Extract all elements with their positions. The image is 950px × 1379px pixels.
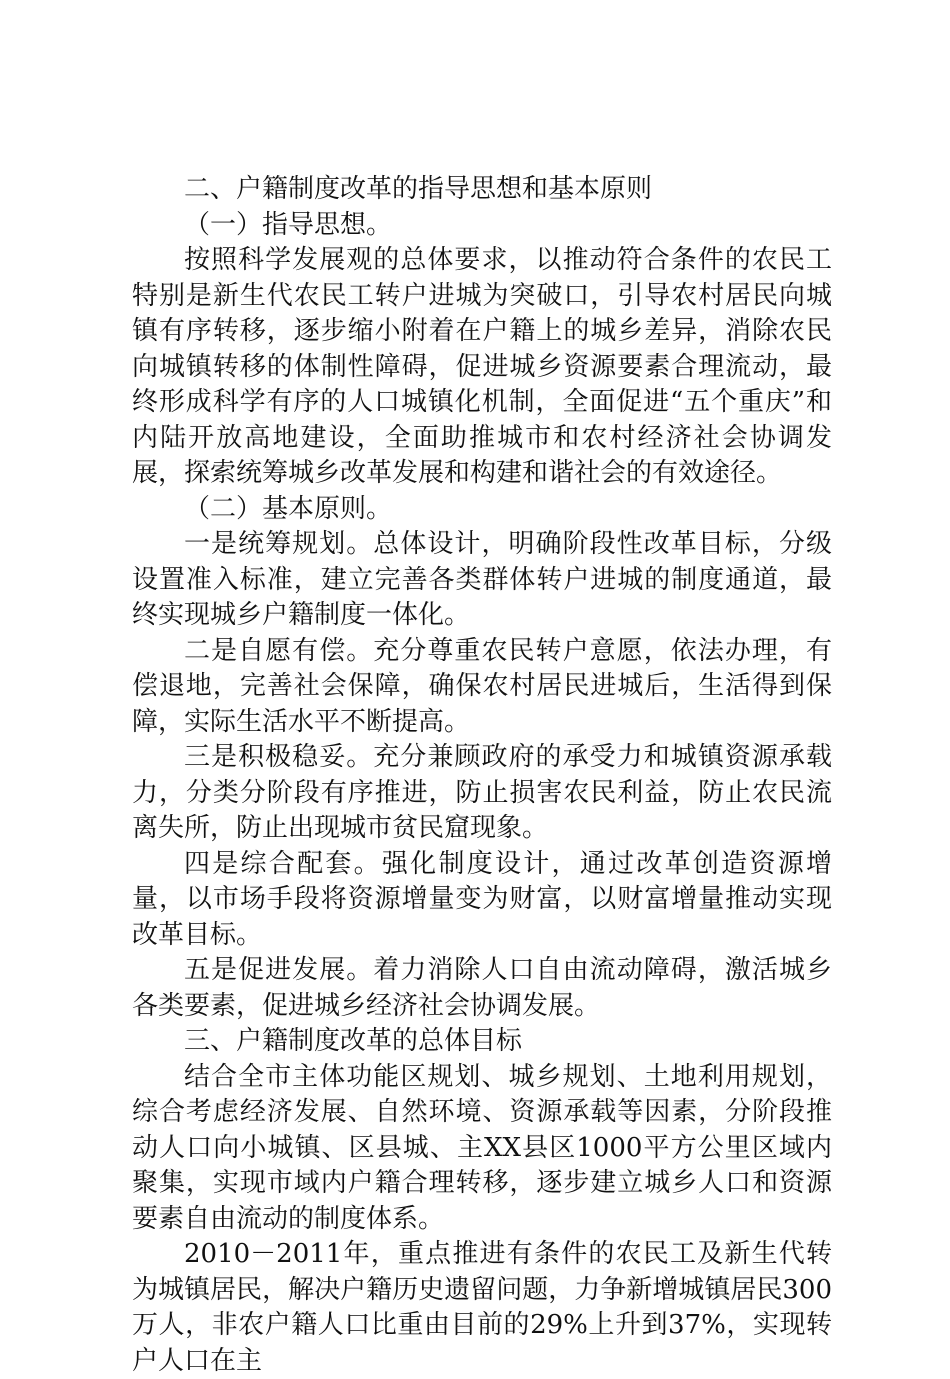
paragraph-overall-goal: 结合全市主体功能区规划、城乡规划、土地利用规划，综合考虑经济发展、自然环境、资源承载等因素，分阶段推动人口向小城镇、区县城、主XX县区1000平方公里区域内聚集，实现市域内户籍合理转移，逐步建立城乡人口和资源要素自由流动的制度体系。 [132, 1061, 832, 1234]
paragraph-2010-2011: 2010－2011年，重点推进有条件的农民工及新生代转为城镇居民，解决户籍历史遗留问题，力争新增城镇居民300万人，非农户籍人口比重由目前的29%上升到37%，实现转户人口在主 [132, 1239, 832, 1376]
paragraph-principle-3: 三是积极稳妥。充分兼顾政府的承受力和城镇资源承载力，分类分阶段有序推进，防止损害农民利益，防止农民流离失所，防止出现城市贫民窟现象。 [132, 742, 832, 843]
paragraph-principle-1: 一是统筹规划。总体设计，明确阶段性改革目标，分级设置准入标准，建立完善各类群体转户进城的制度通道，最终实现城乡户籍制度一体化。 [132, 529, 832, 630]
section-heading-3: 三、户籍制度改革的总体目标 [184, 1026, 523, 1056]
paragraph-principle-5: 五是促进发展。着力消除人口自由流动障碍，激活城乡各类要素，促进城乡经济社会协调发展。 [132, 955, 832, 1021]
paragraph-principle-4: 四是综合配套。强化制度设计，通过改革创造资源增量，以市场手段将资源增量变为财富，以财富增量推动实现改革目标。 [132, 848, 832, 950]
document-body [132, 172, 832, 1379]
paragraph-principle-2: 二是自愿有偿。充分尊重农民转户意愿，依法办理，有偿退地，完善社会保障，确保农村居民进城后，生活得到保障，实际生活水平不断提高。 [132, 635, 832, 737]
section-heading-2: 二、户籍制度改革的指导思想和基本原则 [184, 174, 653, 204]
subheading-guiding-ideology: （一）指导思想。 [184, 209, 393, 240]
paragraph-guiding-ideology: 按照科学发展观的总体要求，以推动符合条件的农民工特别是新生代农民工转户进城为突破口，引导农村居民向城镇有序转移，逐步缩小附着在户籍上的城乡差异，消除农民向城镇转移的体制性障碍，促进城乡资源要素合理流动，最终形成科学有序的人口城镇化机制，全面促进“五个重庆”和内陆开放高地建设，全面助推城市和农村经济社会协调发展，探索统筹城乡改革发展和构建和谐社会的有效途径。 [132, 245, 832, 488]
subheading-basic-principles: （二）基本原则。 [184, 493, 393, 524]
